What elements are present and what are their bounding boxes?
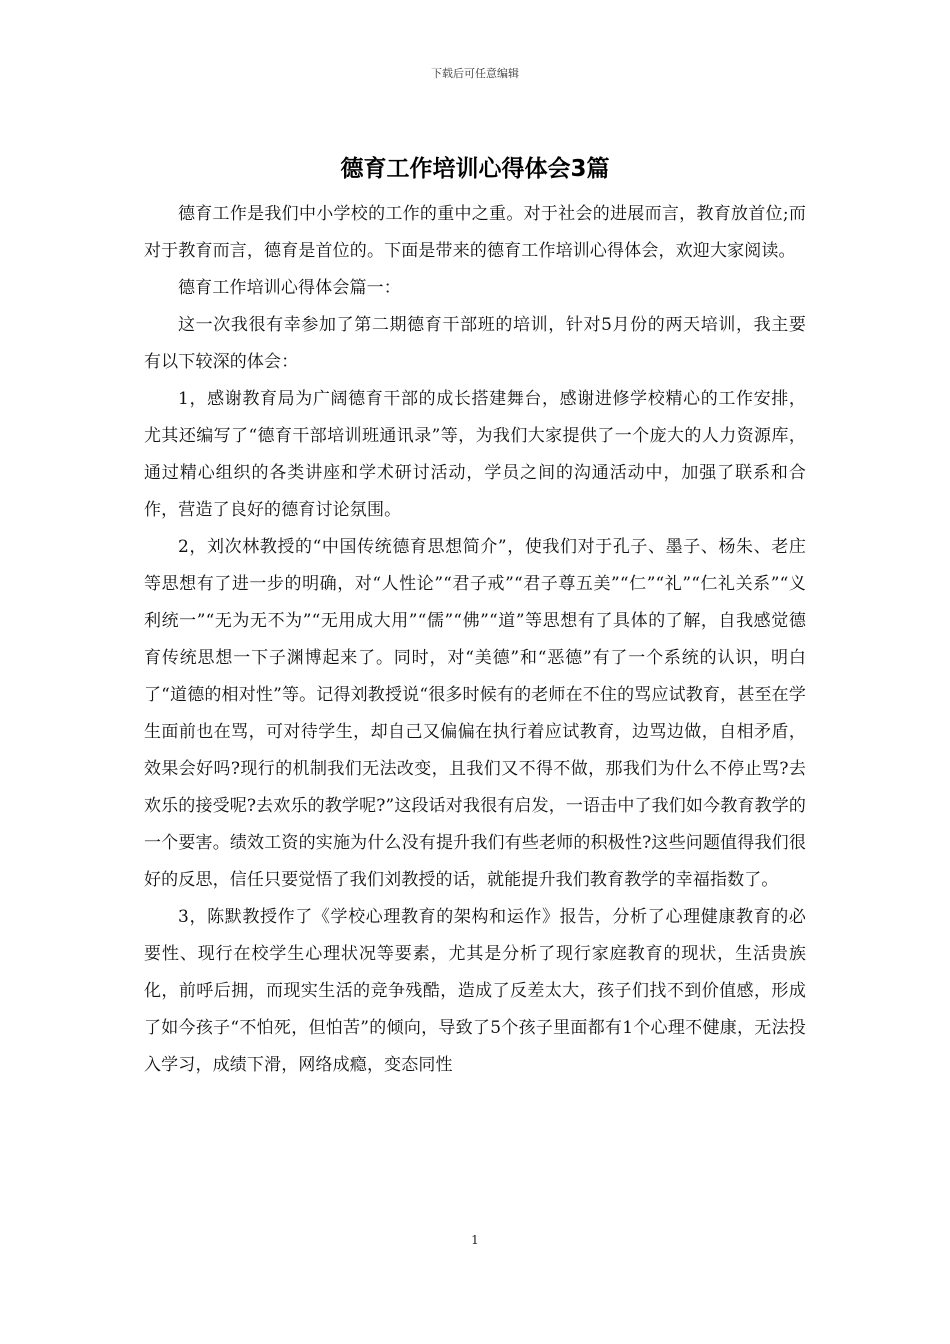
paragraph-section-heading: 德育工作培训心得体会篇一：: [178, 278, 401, 298]
document-body: [144, 196, 806, 1084]
document-title: 德育工作培训心得体会3篇: [340, 156, 610, 182]
paragraph-opening: 这一次我很有幸参加了第二期德育干部班的培训，针对5月份的两天培训，我主要有以下较深的体会：: [144, 315, 806, 372]
paragraph-point-2: 2，刘次林教授的“中国传统德育思想简介”，使我们对于孔子、墨子、杨朱、老庄等思想有了进一步的明确，对“人性论”“君子戒”“君子尊五美”“仁”“礼”“仁礼关系”“义利统一”“无为无不为”“无用成大用”“儒”“佛”“道”等思想有了具体的了解，自我感觉德育传统思想一下子渊博起来了。同时，对“美德”和“恶德”有了一个系统的认识，明白了“道德的相对性”等。记得刘教授说“很多时候有的老师在不住的骂应试教育，甚至在学生面前也在骂，可对待学生，却自己又偏偏在执行着应试教育，边骂边做，自相矛盾，效果会好吗?现行的机制我们无法改变，且我们又不得不做，那我们为什么不停止骂?去欢乐的接受呢?去欢乐的教学呢?”这段话对我很有启发，一语击中了我们如今教育教学的一个要害。绩效工资的实施为什么没有提升我们有些老师的积极性?这些问题值得我们很好的反思，信任只要觉悟了我们刘教授的话，就能提升我们教育教学的幸福指数了。: [144, 537, 806, 890]
page-number: 1: [471, 1233, 479, 1247]
paragraph-point-1: 1，感谢教育局为广阔德育干部的成长搭建舞台，感谢进修学校精心的工作安排，尤其还编写了“德育干部培训班通讯录”等，为我们大家提供了一个庞大的人力资源库，通过精心组织的各类讲座和学术研讨活动，学员之间的沟通活动中，加强了联系和合作，营造了良好的德育讨论氛围。: [144, 389, 806, 520]
paragraph-intro: 德育工作是我们中小学校的工作的重中之重。对于社会的进展而言，教育放首位;而对于教育而言，德育是首位的。下面是带来的德育工作培训心得体会，欢迎大家阅读。: [144, 204, 806, 261]
paragraph-point-3: 3，陈默教授作了《学校心理教育的架构和运作》报告，分析了心理健康教育的必要性、现行在校学生心理状况等要素，尤其是分析了现行家庭教育的现状，生活贵族化，前呼后拥，而现实生活的竞争残酷，造成了反差太大，孩子们找不到价值感，形成了如今孩子“不怕死，但怕苦”的倾向，导致了5个孩子里面都有1个心理不健康，无法投入学习，成绩下滑，网络成瘾，变态同性: [144, 907, 806, 1075]
page-header-note: 下载后可任意编辑: [431, 67, 519, 80]
